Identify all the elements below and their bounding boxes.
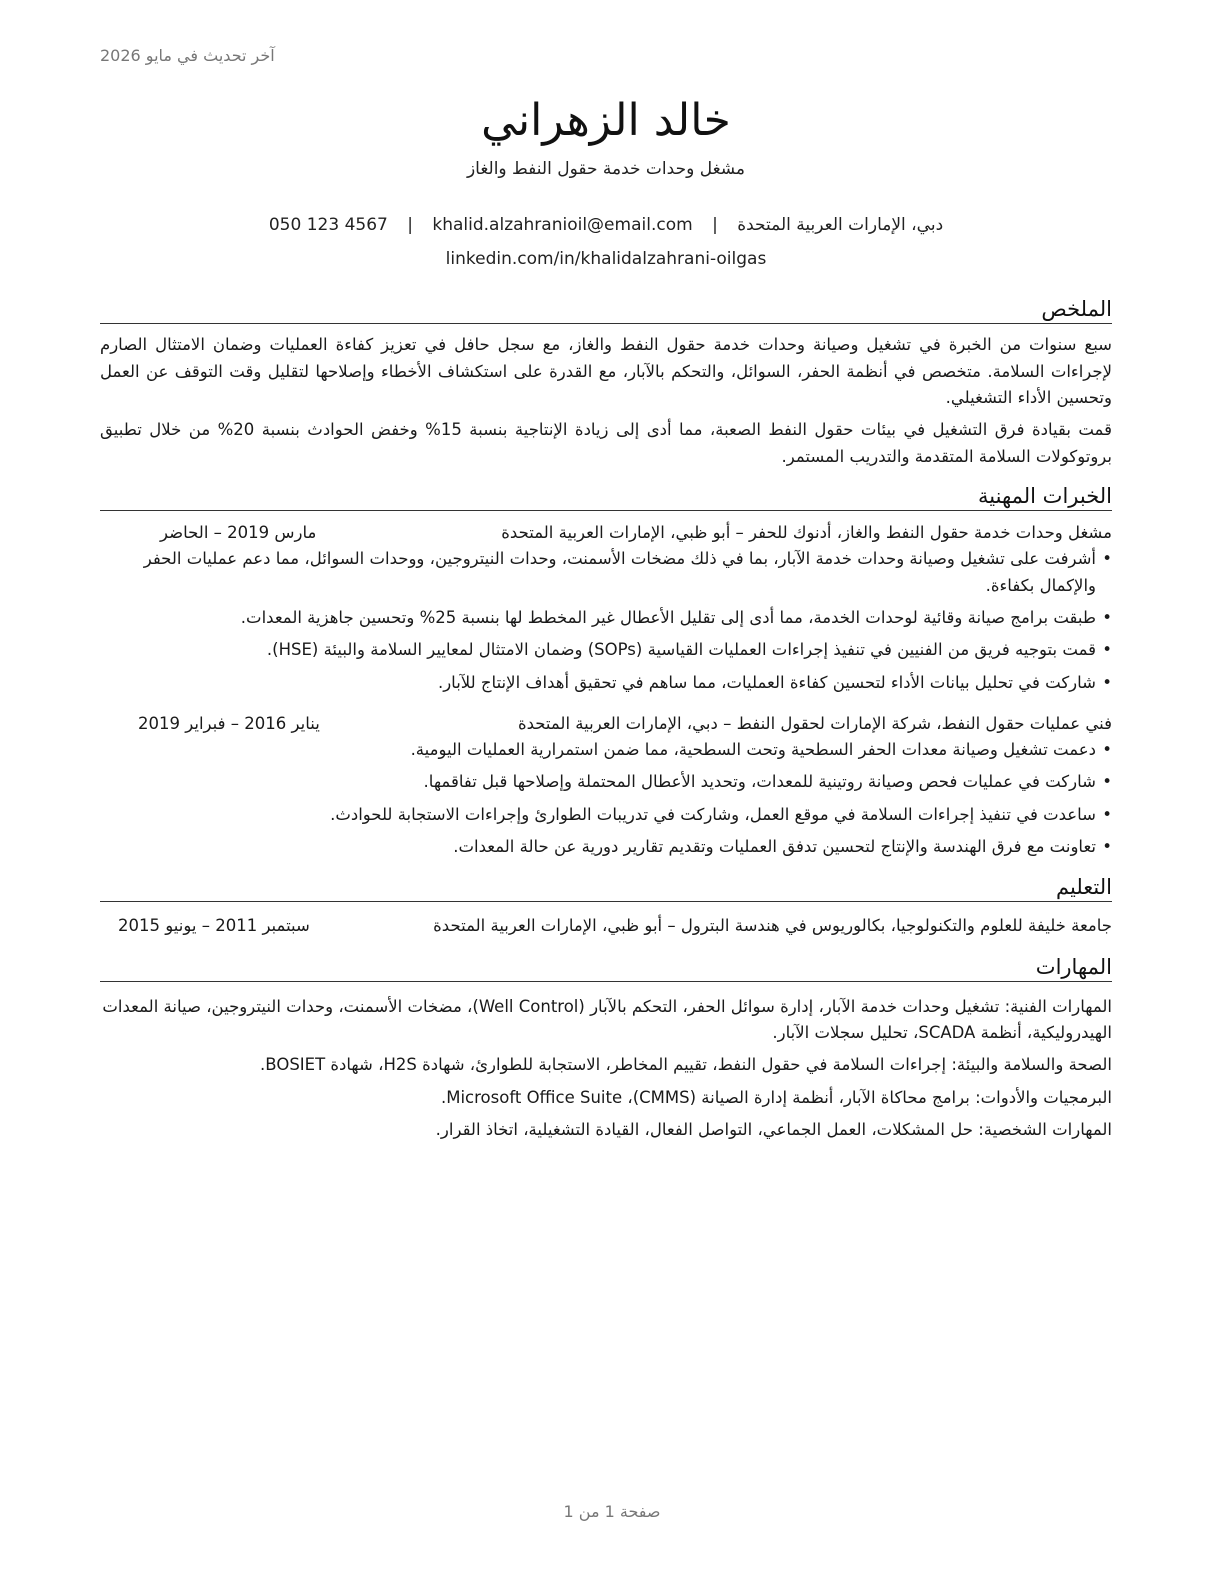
separator: | — [407, 215, 413, 236]
summary-section — [100, 297, 1112, 470]
location-text: دبي، الإمارات العربية المتحدة — [737, 215, 944, 236]
job-role-company: مشغل وحدات خدمة حقول النفط والغاز، أدنوك للحفر – أبو ظبي، الإمارات العربية المتحدة — [501, 523, 1112, 543]
job-role-company: فني عمليات حقول النفط، شركة الإمارات لحقول النفط – دبي، الإمارات العربية المتحدة — [517, 714, 1112, 734]
education-dates: سبتمبر 2011 – يونيو 2015 — [118, 915, 310, 935]
summary-paragraph: قمت بقيادة فرق التشغيل في بيئات حقول النفط الصعبة، مما أدى إلى زيادة الإنتاجية بنسبة 15% وخفض الحوادث بنسبة 20% من خلال تطبيق بروتوكولات السلامة المتقدمة والتدريب المستمر. — [100, 420, 1112, 466]
section-heading-summary: الملخص — [100, 297, 1112, 324]
skills-line: المهارات الشخصية: حل المشكلات، العمل الجماعي، التواصل الفعال، القيادة التشغيلية، اتخاذ القرار. — [435, 1120, 1112, 1140]
last-updated-note: آخر تحديث في مايو 2026 — [100, 46, 275, 65]
job-bullets — [100, 737, 1112, 861]
list-item: • شاركت في تحليل بيانات الأداء لتحسين كفاءة العمليات، مما ساهم في تحقيق أهداف الإنتاج للآبار. — [100, 670, 1112, 696]
contact-line — [100, 215, 1112, 235]
page-number: صفحة 1 من 1 — [563, 1502, 661, 1521]
job-dates: يناير 2016 – فبراير 2019 — [138, 714, 320, 734]
job-header — [100, 523, 1112, 542]
job-entry — [100, 523, 1112, 696]
summary-paragraph: سبع سنوات من الخبرة في تشغيل وصيانة وحدات خدمة حقول النفط والغاز، مع سجل حافل في تعزيز كفاءة العمليات وضمان الامتثال الصارم لإجراءات السلامة. متخصص في أنظمة الحفر، السوائل، والتحكم بالآبار، مع القدرة على استكشاف الأخطاء وإصلاحها لتقليل وقت التوقف عن العمل وتحسين الأداء التشغيلي. — [100, 335, 1112, 407]
linkedin-link[interactable]: linkedin.com/in/khalidalzahrani-oilgas — [445, 249, 767, 270]
section-heading-experience: الخبرات المهنية — [100, 484, 1112, 511]
list-item: • أشرفت على تشغيل وصيانة وحدات خدمة الآبار، بما في ذلك مضخات الأسمنت، وحدات النيتروجين، ووحدات السوائل، مما دعم عمليات الحفر والإكمال بكفاءة. — [100, 546, 1112, 599]
section-heading-skills: المهارات — [100, 955, 1112, 982]
phone-text: 050 123 4567 — [268, 215, 388, 236]
education-section — [100, 875, 1112, 935]
resume-page — [100, 0, 1112, 1584]
job-dates: مارس 2019 – الحاضر — [160, 523, 317, 543]
email-link[interactable]: khalid.alzahranioil@email.com — [432, 215, 693, 236]
list-item: • تعاونت مع فرق الهندسة والإنتاج لتحسين تدفق العمليات وتقديم تقارير دورية عن حالة المعدات. — [100, 834, 1112, 860]
skills-line: المهارات الفنية: تشغيل وحدات خدمة الآبار، إدارة سوائل الحفر، التحكم بالآبار (Well Control)، مضخات الأسمنت، وحدات النيتروجين، صيانة المعدات الهيدروليكية، أنظمة SCADA، تحليل سجلات الآبار. — [102, 996, 1112, 1043]
education-degree: جامعة خليفة للعلوم والتكنولوجيا، بكالوريوس في هندسة البترول – أبو ظبي، الإمارات العربية المتحدة — [433, 915, 1112, 935]
list-item: • طبقت برامج صيانة وقائية لوحدات الخدمة، مما أدى إلى تقليل الأعطال غير المخطط لها بنسبة 25% وتحسين جاهزية المعدات. — [100, 605, 1112, 631]
skills-line: البرمجيات والأدوات: برامج محاكاة الآبار، أنظمة إدارة الصيانة (CMMS)، Microsoft Office Suite. — [440, 1087, 1112, 1107]
experience-section — [100, 484, 1112, 861]
job-header — [100, 714, 1112, 733]
skills-line: الصحة والسلامة والبيئة: إجراءات السلامة في حقول النفط، تقييم المخاطر، الاستجابة للطوارئ، شهادة H2S، شهادة BOSIET. — [260, 1055, 1112, 1075]
education-entry — [100, 916, 1112, 935]
separator: | — [712, 215, 718, 236]
list-item: • قمت بتوجيه فريق من الفنيين في تنفيذ إجراءات العمليات القياسية (SOPs) وضمان الامتثال لمعايير السلامة والبيئة (HSE). — [100, 637, 1112, 663]
job-bullets — [100, 546, 1112, 696]
candidate-name: خالد الزهراني — [481, 95, 731, 146]
list-item: • دعمت تشغيل وصيانة معدات الحفر السطحية وتحت السطحية، مما ضمن استمرارية العمليات اليومية. — [100, 737, 1112, 763]
list-item: • ساعدت في تنفيذ إجراءات السلامة في موقع العمل، وشاركت في تدريبات الطوارئ وإجراءات الاستجابة للحوادث. — [100, 802, 1112, 828]
skills-section — [100, 955, 1112, 1144]
section-heading-education: التعليم — [100, 875, 1112, 902]
list-item: • شاركت في عمليات فحص وصيانة روتينية للمعدات، وتحديد الأعطال المحتملة وإصلاحها قبل تفاقمها. — [100, 769, 1112, 795]
job-entry — [100, 714, 1112, 861]
job-title: مشغل وحدات خدمة حقول النفط والغاز — [466, 159, 746, 180]
